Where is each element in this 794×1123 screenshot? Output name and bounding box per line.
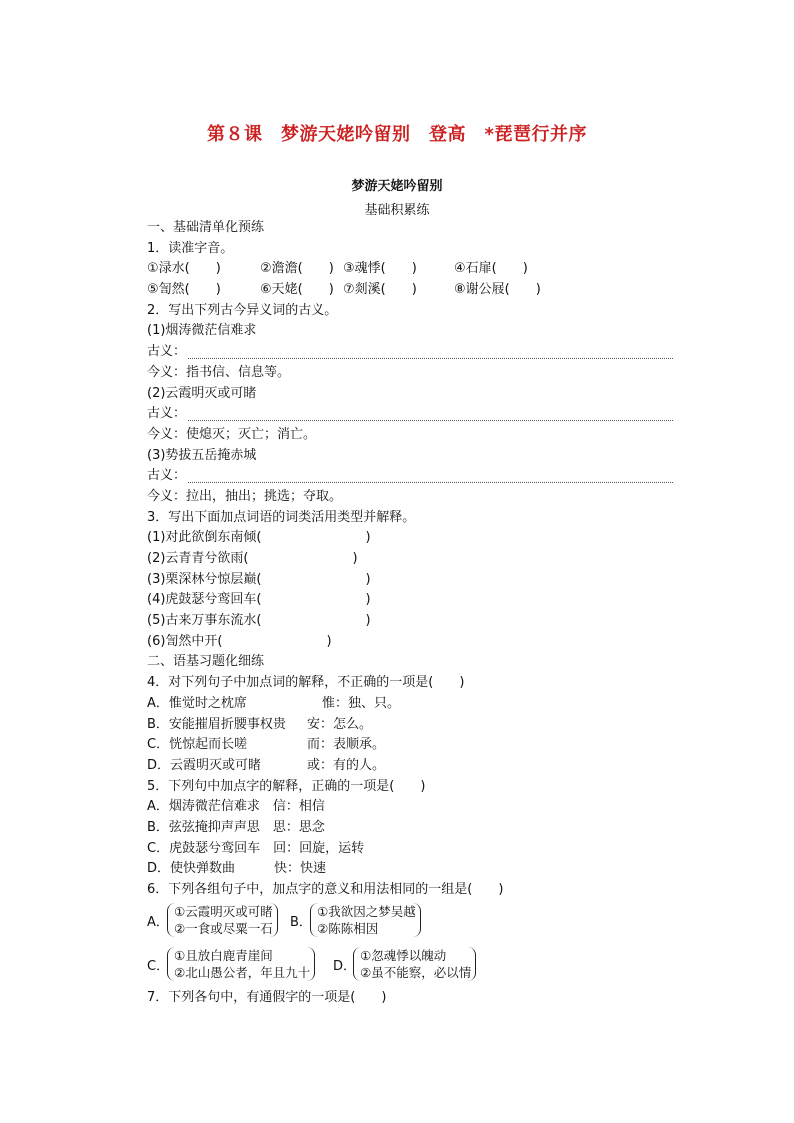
answer-line[interactable] <box>147 466 677 487</box>
section-subtitle: 基础积累练 <box>364 203 430 218</box>
question-stem: 3．写出下面加点词语的词类活用类型并解释。 <box>147 509 416 525</box>
pair-line: ①忽魂悸以魄动 <box>360 947 447 963</box>
answer-label: 古义： <box>147 468 187 484</box>
modern-meaning: 今义：拉出，抽出；挑选；夺取。 <box>147 488 343 504</box>
question-stem: 1．读准字音。 <box>147 240 234 256</box>
option-note: 惟：独、只。 <box>322 695 401 711</box>
question-stem: 2．写出下列古今异义词的古义。 <box>147 302 338 318</box>
choice-option[interactable] <box>147 715 677 736</box>
option-note: 安：怎么。 <box>307 716 373 732</box>
option-note: 而：表顺承。 <box>307 737 386 753</box>
pronunciation-item[interactable]: ④石扉( ) <box>454 261 528 277</box>
pronunciation-item[interactable]: ⑤訇然( ) <box>147 282 221 298</box>
phrase: (1)烟涛微茫信难求 <box>147 323 257 339</box>
pronunciation-row <box>147 259 677 280</box>
pair-line: ②一食或尽粟一石 <box>174 920 273 936</box>
modern-meaning: 今义：指书信、信息等。 <box>147 364 291 380</box>
question-stem: 6．下列各组句子中，加点字的意义和用法相同的一组是( ) <box>147 882 504 897</box>
answer-line[interactable] <box>147 404 677 425</box>
usage-item[interactable]: (1)对此欲倒东南倾( ) <box>147 530 371 546</box>
answer-line[interactable] <box>147 342 677 363</box>
choice-option[interactable] <box>147 694 677 715</box>
pronunciation-item[interactable]: ⑥天姥( ) <box>260 282 334 298</box>
pair-line: ②陈陈相因 <box>317 920 379 936</box>
answer-blank[interactable] <box>188 408 673 421</box>
pair-line: ①云霞明灭或可睹 <box>174 903 273 919</box>
phrase: (3)势拔五岳掩赤城 <box>147 447 257 463</box>
option-pair[interactable] <box>167 947 315 981</box>
pronunciation-item[interactable]: ①渌水( ) <box>147 261 221 277</box>
part-heading: 二、语基习题化细练 <box>147 654 265 670</box>
choice-option[interactable]: A．烟涛微茫信难求 信：相信 <box>147 799 325 815</box>
page-title: 第８课 梦游天姥吟留别 登高 *琵琶行并序 <box>207 124 587 145</box>
pronunciation-item[interactable]: ⑦剡溪( ) <box>343 282 417 298</box>
option-letter[interactable]: C． <box>147 958 170 974</box>
option-letter[interactable]: B． <box>290 914 312 930</box>
pronunciation-row <box>147 280 677 301</box>
option-sentence: B．安能摧眉折腰事权贵 <box>147 716 286 732</box>
pronunciation-item[interactable]: ②澹澹( ) <box>260 261 334 277</box>
answer-blank[interactable] <box>188 470 673 483</box>
question-stem: 4．对下列句子中加点词的解释，不正确的一项是( ) <box>147 675 465 691</box>
usage-item[interactable]: (2)云青青兮欲雨( ) <box>147 551 358 566</box>
pair-line: ②虽不能察，必以情 <box>360 964 472 980</box>
choice-option[interactable]: B．弦弦掩抑声声思 思：思念 <box>147 819 325 835</box>
pronunciation-item[interactable]: ③魂悸( ) <box>343 261 417 277</box>
option-sentence: C．恍惊起而长嗟 <box>147 737 248 753</box>
section-title: 梦游天姥吟留别 <box>351 179 443 194</box>
worksheet-body <box>147 218 677 1008</box>
answer-label: 古义： <box>147 344 187 360</box>
answer-label: 古义： <box>147 406 187 422</box>
option-sentence: D．云霞明灭或可睹 <box>147 757 262 773</box>
usage-item[interactable]: (4)虎鼓瑟兮鸾回车( ) <box>147 592 371 608</box>
choice-option[interactable]: D．使快弹数曲 快：快速 <box>147 861 327 877</box>
part-heading: 一、基础清单化预练 <box>147 220 265 235</box>
option-pair[interactable] <box>310 903 421 937</box>
option-note: 或：有的人。 <box>307 757 386 773</box>
choice-pair-row <box>147 901 677 941</box>
usage-item[interactable]: (6)訇然中开( ) <box>147 633 332 649</box>
usage-item[interactable]: (3)栗深林兮惊层巅( ) <box>147 571 371 587</box>
question-stem: 5．下列句中加点字的解释，正确的一项是( ) <box>147 778 426 794</box>
pair-line: ①我欲因之梦吴越 <box>317 903 416 919</box>
pronunciation-item[interactable]: ⑧谢公屐( ) <box>454 282 541 298</box>
answer-blank[interactable] <box>188 346 673 359</box>
option-sentence: A．惟觉时之枕席 <box>147 695 247 711</box>
choice-option[interactable] <box>147 756 677 777</box>
option-pair[interactable] <box>167 903 278 937</box>
phrase: (2)云霞明灭或可睹 <box>147 385 257 401</box>
question-stem: 7．下列各句中，有通假字的一项是( ) <box>147 989 387 1005</box>
modern-meaning: 今义：使熄灭；灭亡；消亡。 <box>147 426 317 442</box>
usage-item[interactable]: (5)古来万事东流水( ) <box>147 613 371 629</box>
choice-pair-row <box>147 945 677 985</box>
pair-line: ①且放白鹿青崖间 <box>174 947 273 963</box>
choice-option[interactable]: C．虎鼓瑟兮鸾回车 回：回旋，运转 <box>147 840 365 856</box>
option-letter[interactable]: A． <box>147 914 169 930</box>
pair-line: ②北山愚公者，年且九十 <box>174 964 311 980</box>
choice-option[interactable] <box>147 735 677 756</box>
option-pair[interactable] <box>353 947 476 981</box>
option-letter[interactable]: D． <box>333 958 357 974</box>
